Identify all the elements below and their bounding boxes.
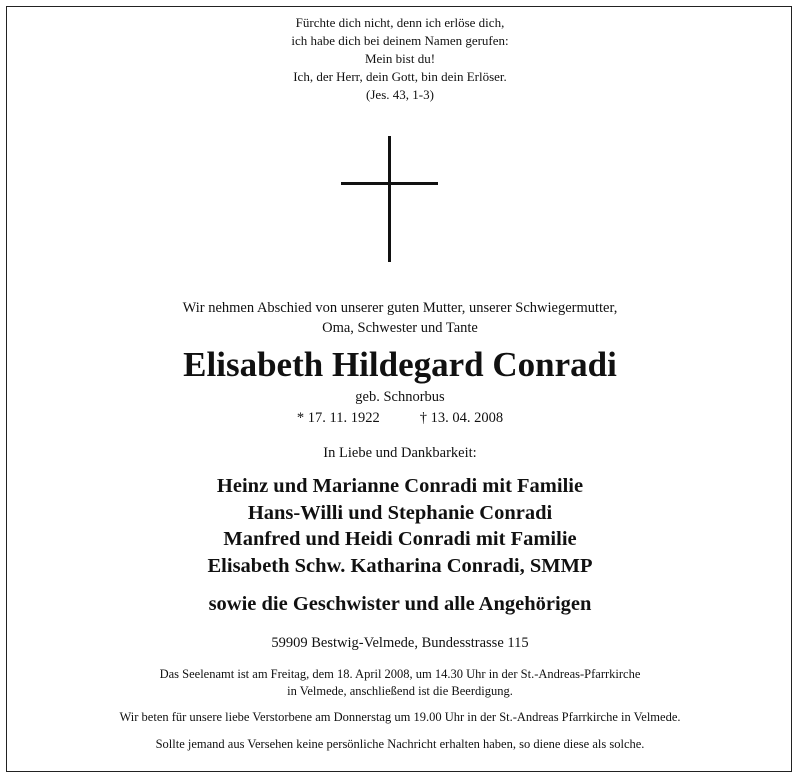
prayer-note: Wir beten für unsere liebe Verstorbene am Donnerstag um 19.00 Uhr in der St.-Andreas Pfarrkirche in Velmede. (119, 710, 681, 724)
service-note-continued: in Velmede, anschließend ist die Beerdigung. (287, 684, 513, 698)
verse-line: Ich, der Herr, dein Gott, bin dein Erlöser. (293, 69, 507, 84)
deceased-name: Elisabeth Hildegard Conradi (183, 345, 617, 384)
birth-name: geb. Schnorbus (355, 389, 445, 405)
intro-line: Wir nehmen Abschied von unserer guten Mutter, unserer Schwiegermutter, (182, 300, 618, 316)
love-line: In Liebe und Dankbarkeit: (323, 445, 477, 461)
cross-horizontal-bar (341, 182, 438, 185)
verse-line: ich habe dich bei deinem Namen gerufen: (291, 33, 509, 48)
mourners-list (0, 473, 800, 579)
birth-date: * 17. 11. 1922 (296, 410, 380, 426)
death-date: † 13. 04. 2008 (419, 410, 504, 426)
apology-note: Sollte jemand aus Versehen keine persönliche Nachricht erhalten haben, so diene diese als solche. (155, 737, 645, 751)
cross-vertical-bar (388, 136, 391, 262)
verse-reference: (Jes. 43, 1-3) (366, 87, 434, 102)
service-note: Das Seelenamt ist am Freitag, dem 18. April 2008, um 14.30 Uhr in der St.-Andreas-Pfarrkirche (159, 667, 641, 681)
farewell-intro (0, 298, 800, 338)
siblings-line: sowie die Geschwister und alle Angehörigen (208, 593, 592, 615)
verse-line: Mein bist du! (364, 51, 436, 66)
mourner-line: Hans-Willi und Stephanie Conradi (247, 501, 553, 524)
mourner-line: Elisabeth Schw. Katharina Conradi, SMMP (207, 554, 593, 577)
life-dates (0, 408, 800, 428)
intro-line: Oma, Schwester und Tante (322, 320, 478, 336)
verse-line: Fürchte dich nicht, denn ich erlöse dich, (295, 15, 505, 30)
family-address: 59909 Bestwig-Velmede, Bundesstrasse 115 (271, 635, 529, 651)
mourner-line: Manfred und Heidi Conradi mit Familie (223, 528, 577, 550)
mourner-line: Heinz und Marianne Conradi mit Familie (216, 475, 584, 497)
bible-verse (0, 14, 800, 104)
